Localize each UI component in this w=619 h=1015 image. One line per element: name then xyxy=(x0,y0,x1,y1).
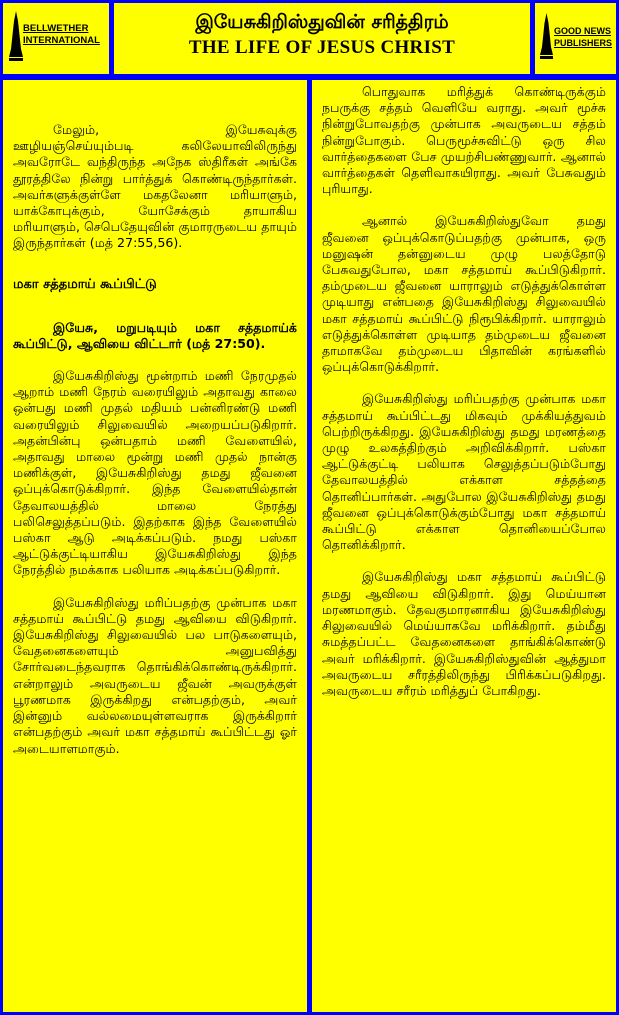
bellwether-logo xyxy=(3,3,109,74)
section-heading: மகா சத்தமாய் கூப்பிட்டு xyxy=(13,276,157,292)
good-news-logo xyxy=(535,3,616,74)
right-paragraph-3: இயேசுகிறிஸ்து மரிப்பதற்கு முன்பாக மகா சத்தமாய் கூப்பிட்டது மிகவும் முக்கியத்துவம் பெற்றிருக்கிறது. இயேசுகிறிஸ்து தமது மரணத்தை முழு உலகத்திற்கும் அறிவிக்கிறார். பஸ்கா ஆட்டுக்குட்டி பலியாக செலுத்தப்படும்போது தேவாலயத்தில் எக்காள சத்தத்தை தொனிப்பார்கள். அதுபோல இயேசுகிறிஸ்து தமது ஜீவனை ஒப்புக்கொடுக்கும்போது மகா சத்தமாய் கூப்பிட்டு எக்காள தொனியைப்போல தொனிக்கிறார். xyxy=(322,391,606,553)
bell-icon xyxy=(9,11,23,63)
right-paragraph-4: இயேசுகிறிஸ்து மகா சத்தமாய் கூப்பிட்டு தமது ஆவியை விடுகிறார். இது மெய்யான மரணமாகும். தேவகுமாரனாகிய இயேசுகிறிஸ்து சிலுவையில் மெய்யாகவே மரிக்கிறார். தம்மீது சுமத்தப்பட்ட வேதனைகளை தாங்கிக்கொண்டு அவர் மரிக்கிறார். இயேசுகிறிஸ்துவின் ஆத்துமா அவருடைய சரீரத்திலிருந்து பிரிக்கப்படுகிறது. அவருடைய சரீரம் மரித்துப் போகிறது. xyxy=(322,569,606,698)
header xyxy=(0,0,619,80)
title-tamil: இயேசுகிறிஸ்துவின் சரித்திரம் xyxy=(195,11,449,33)
left-paragraph-3: இயேசுகிறிஸ்து மரிப்பதற்கு முன்பாக மகா சத்தமாய் கூப்பிட்டு தமது ஆவியை விடுகிறார். இயேசுகிறிஸ்து சிலுவையில் பல பாடுகளையும், வேதனைகளையும் அனுபவித்து சோர்வடைந்தவராக தொங்கிக்கொண்டிருக்கிறார். என்றாலும் அவருடைய ஜீவன் அவருக்குள் பூரணமாக இருக்கிறது என்பதற்கும், அவர் இன்னும் வல்லமையுள்ளவராக இருக்கிறார் என்பதற்கும் அவர் மகா சத்தமாய் கூப்பிட்டது ஓர் அடையாளமாகும். xyxy=(13,594,297,756)
left-paragraph-2: இயேசுகிறிஸ்து மூன்றாம் மணி நேரமுதல் ஆறாம் மணி நேரம் வரையிலும் அதாவது காலை ஒன்பது மணி முதல் மதியம் பன்னிரண்டு மணி வரையிலும் சிலுவையில் அறையப்படுகிறார். அதன்பின்பு ஒன்பதாம் மணி வேளையில், அதாவது மாலை மூன்று மணி முதல் நான்கு மணிக்குள், இயேசுகிறிஸ்து தமது ஜீவனை ஒப்புக்கொடுக்கிறார். இந்த வேளையில்தான் தேவாலயத்தில் மாலை நேரத்து பலிசெலுத்தப்படும். இதற்காக இந்த வேளையில் பஸ்கா ஆடு அடிக்கப்படும். நமது பஸ்கா ஆட்டுக்குட்டியாகிய இயேசுகிறிஸ்து இந்த நேரத்தில் நமக்காக பலியாக அடிக்கப்படுகிறார். xyxy=(13,368,297,578)
title-box xyxy=(114,3,530,74)
scripture-subhead: இயேசு, மறுபடியும் மகா சத்தமாய்க் கூப்பிட்டு, ஆவியை விட்டார் (மத் 27:50). xyxy=(13,319,297,351)
right-paragraph-2: ஆனால் இயேசுகிறிஸ்துவோ தமது ஜீவனை ஒப்புக்கொடுப்பதற்கு முன்பாக, ஒரு மனுஷன் தன்னுடைய முழு பலத்தோடு பேசுவதுபோல, மகா சத்தமாய் கூப்பிடுகிறார். தம்முடைய ஜீவனை யாராலும் எடுத்துக்கொள்ள முடியாது என்பதை இயேசுகிறிஸ்து சிலுவையில் மகா சத்தமாய் கூப்பிட்டு நிரூபிக்கிறார். யாராலும் எடுத்துக்கொள்ள முடியாத தம்முடைய ஜீவனை தாமாகவே தம்முடைய பிதாவின் கரங்களில் ஒப்புக்கொடுக்கிறார். xyxy=(322,213,606,375)
left-column xyxy=(3,80,307,1012)
bellwether-logo-text: BELLWETHER INTERNATIONAL xyxy=(23,23,100,46)
bell-icon xyxy=(540,13,553,61)
title-english: THE LIFE OF JESUS CHRIST xyxy=(188,37,456,58)
good-news-logo-text: GOOD NEWS PUBLISHERS xyxy=(554,26,613,48)
right-column xyxy=(312,80,616,1012)
left-paragraph-1: மேலும், இயேசுவுக்கு ஊழியஞ்செய்யும்படி கலிலேயாவிலிருந்து அவரோடே வந்திருந்த அநேக ஸ்திரீகள் அங்கே தூரத்திலே நின்று பார்த்துக் கொண்டிருந்தார்கள். அவர்களுக்குள்ளே மகதலேனா மரியாளும், யாக்கோபுக்கும், யோசேக்கும் தாயாகிய மரியாளும், செபெதேயுவின் குமாரருடைய தாயும் இருந்தார்கள் (மத் 27:55,56). xyxy=(13,122,297,251)
right-paragraph-1: பொதுவாக மரித்துக் கொண்டிருக்கும் நபருக்கு சத்தம் வெளியே வராது. அவர் மூச்சு நின்றுபோவதற்கு முன்பாக அவருடைய சத்தம் நின்றுபோகும். பெருமூச்சுவிட்டு ஒரு சில வார்த்தைகளை பேச முயற்சிபண்ணுவார். ஆனால் வார்த்தைகள் தெளிவாகயிராது. அவர் பேசுவதும் புரியாது. xyxy=(322,84,606,197)
